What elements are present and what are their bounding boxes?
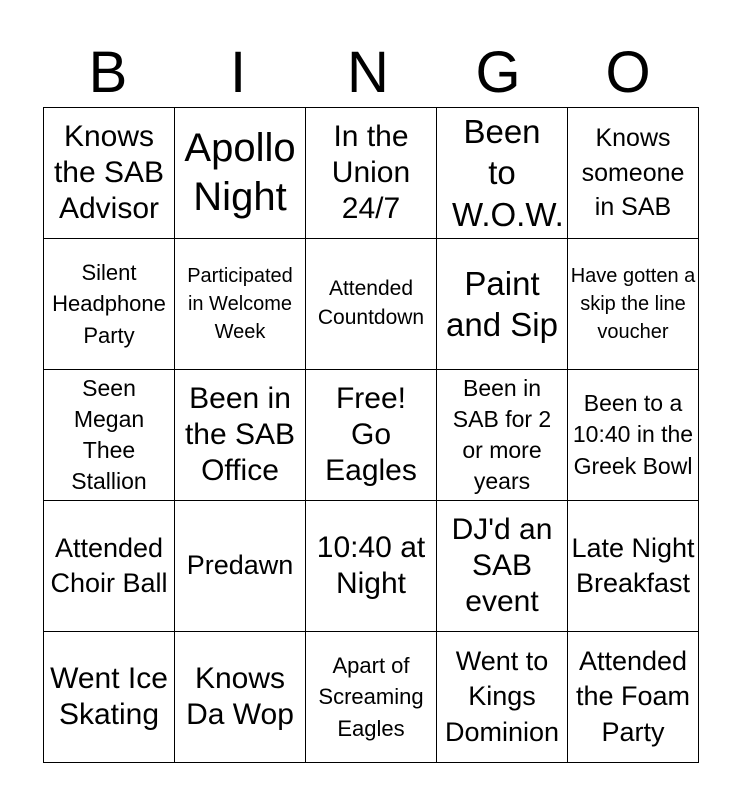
- cell-text: Knows someone in SAB: [581, 124, 685, 222]
- cell-text: Attended Countdown: [317, 277, 425, 329]
- bingo-cell[interactable]: [175, 370, 306, 501]
- cell-text: Participated in Welcome Week: [187, 265, 293, 343]
- header-letter-g: G: [475, 40, 521, 105]
- bingo-cell[interactable]: [306, 370, 437, 501]
- cell-text: Went to Kings Dominion: [444, 646, 560, 747]
- header-letter-n: N: [347, 40, 389, 105]
- bingo-cell[interactable]: [175, 108, 306, 239]
- cell-text: Knows the SAB Advisor: [53, 120, 165, 225]
- bingo-cell[interactable]: [568, 632, 699, 763]
- bingo-cell[interactable]: [44, 501, 175, 632]
- cell-text: Have gotten a skip the line voucher: [570, 265, 696, 343]
- cell-text: Went Ice Skating: [50, 662, 168, 731]
- bingo-cell[interactable]: [44, 370, 175, 501]
- cell-text: DJ'd an SAB event: [451, 513, 553, 618]
- bingo-cell[interactable]: [306, 632, 437, 763]
- board-row: [44, 632, 699, 763]
- bingo-cell[interactable]: [44, 632, 175, 763]
- header-letter-o: O: [605, 40, 651, 105]
- cell-text: Silent Headphone Party: [52, 260, 166, 348]
- cell-text: Free! Go Eagles: [325, 382, 417, 487]
- bingo-cell[interactable]: [437, 108, 568, 239]
- cell-text: 10:40 at Night: [316, 531, 426, 600]
- cell-text: Been in SAB for 2 or more years: [452, 374, 552, 495]
- bingo-header: [43, 40, 693, 106]
- board-row: [44, 239, 699, 370]
- header-letter-i: I: [229, 40, 247, 105]
- bingo-cell[interactable]: [175, 239, 306, 370]
- bingo-cell[interactable]: [175, 632, 306, 763]
- cell-text: Seen Megan Thee Stallion: [71, 374, 147, 495]
- bingo-cell[interactable]: [306, 108, 437, 239]
- cell-text: Knows Da Wop: [186, 662, 294, 731]
- bingo-cell[interactable]: [568, 501, 699, 632]
- cell-text: Paint and Sip: [446, 264, 558, 343]
- header-letter-b: B: [88, 40, 128, 105]
- bingo-cell[interactable]: [568, 239, 699, 370]
- cell-text: Been to a 10:40 in the Greek Bowl: [572, 390, 694, 479]
- bingo-cell[interactable]: [568, 108, 699, 239]
- bingo-cell[interactable]: [306, 239, 437, 370]
- bingo-cell[interactable]: [44, 239, 175, 370]
- board-row: [44, 370, 699, 501]
- bingo-cell[interactable]: [437, 370, 568, 501]
- board-row: [44, 108, 699, 239]
- bingo-cell[interactable]: [437, 501, 568, 632]
- cell-text: Late Night Breakfast: [571, 532, 695, 598]
- bingo-cell[interactable]: [437, 632, 568, 763]
- cell-text: Attended the Foam Party: [575, 646, 691, 747]
- bingo-board: [43, 107, 699, 763]
- cell-text: Apart of Screaming Eagles: [318, 653, 424, 741]
- bingo-cell[interactable]: [306, 501, 437, 632]
- bingo-cell[interactable]: [568, 370, 699, 501]
- cell-text: Been in the SAB Office: [184, 382, 296, 487]
- cell-text: Apollo Night: [184, 126, 296, 219]
- cell-text: Attended Choir Ball: [50, 532, 168, 598]
- bingo-cell[interactable]: [44, 108, 175, 239]
- board-row: [44, 501, 699, 632]
- bingo-cell[interactable]: [175, 501, 306, 632]
- cell-text: Been to W.O.W.: [452, 113, 564, 233]
- cell-text: In the Union 24/7: [331, 120, 411, 225]
- cell-text: Predawn: [186, 550, 294, 581]
- bingo-cell[interactable]: [437, 239, 568, 370]
